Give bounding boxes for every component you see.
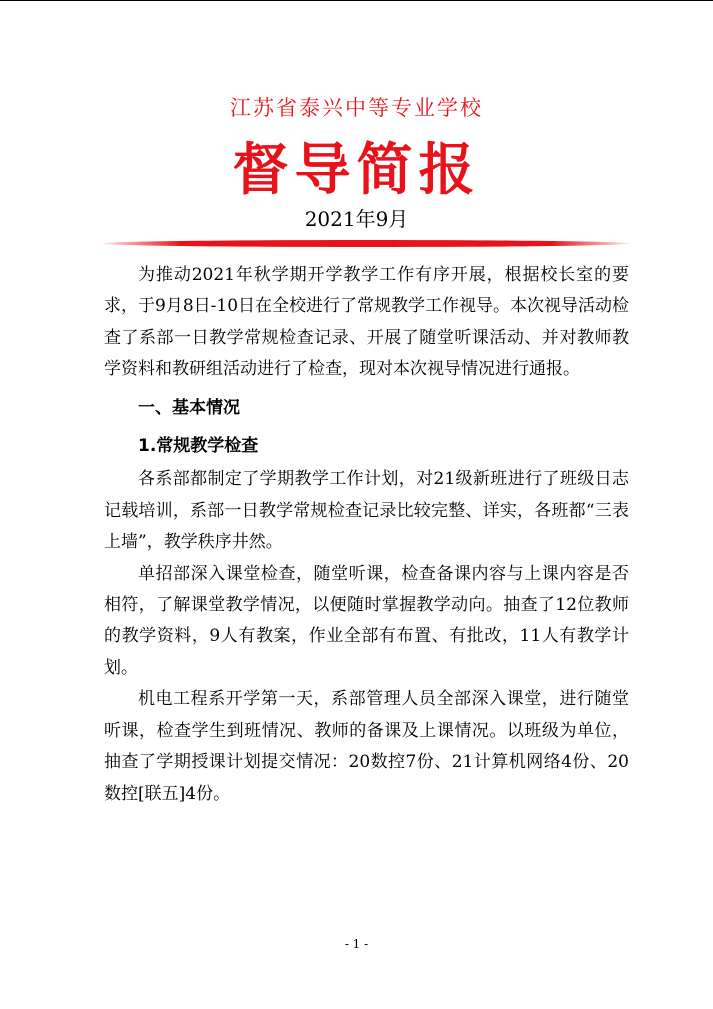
school-name: 江苏省泰兴中等专业学校: [230, 96, 483, 120]
document-body: [104, 260, 629, 810]
issue-date: 2021年9月: [304, 207, 409, 231]
body-paragraph: 机电工程系开学第一天，系部管理人员全部深入课堂，进行随堂听课，检查学生到班情况、教师的备课及上课情况。以班级为单位，抽查了学期授课计划提交情况：20数控7份、21计算机网络4份、20数控[联五]4份。: [104, 689, 629, 804]
subsection-heading-routine: 1.常规教学检查: [138, 436, 259, 457]
page-top-border: [0, 0, 713, 1]
page-number: - 1 -: [344, 937, 369, 951]
body-paragraph: 单招部深入课堂检查，随堂听课，检查备课内容与上课内容是否相符，了解课堂教学情况，以便随时掌握教学动向。抽查了12位教师的教学资料，9人有教案，作业全部有布置、有批改，11人有教学计划。: [104, 563, 629, 678]
intro-paragraph: 为推动2021年秋学期开学教学工作有序开展，根据校长室的要求，于9月8日-10日在全校进行了常规教学工作视导。本次视导活动检查了系部一日教学常规检查记录、开展了随堂听课活动、并对教师教学资料和教研组活动进行了检查，现对本次视导情况进行通报。: [104, 265, 630, 380]
bulletin-title: 督导简报: [232, 137, 481, 203]
section-heading-basic: 一、基本情况: [138, 397, 240, 418]
red-divider: [102, 240, 630, 247]
body-paragraph: 各系部都制定了学期教学工作计划，对21级新班进行了班级日志记载培训，系部一日教学常规检查记录比较完整、详实，各班都“三表上墙”，教学秩序井然。: [104, 469, 629, 553]
